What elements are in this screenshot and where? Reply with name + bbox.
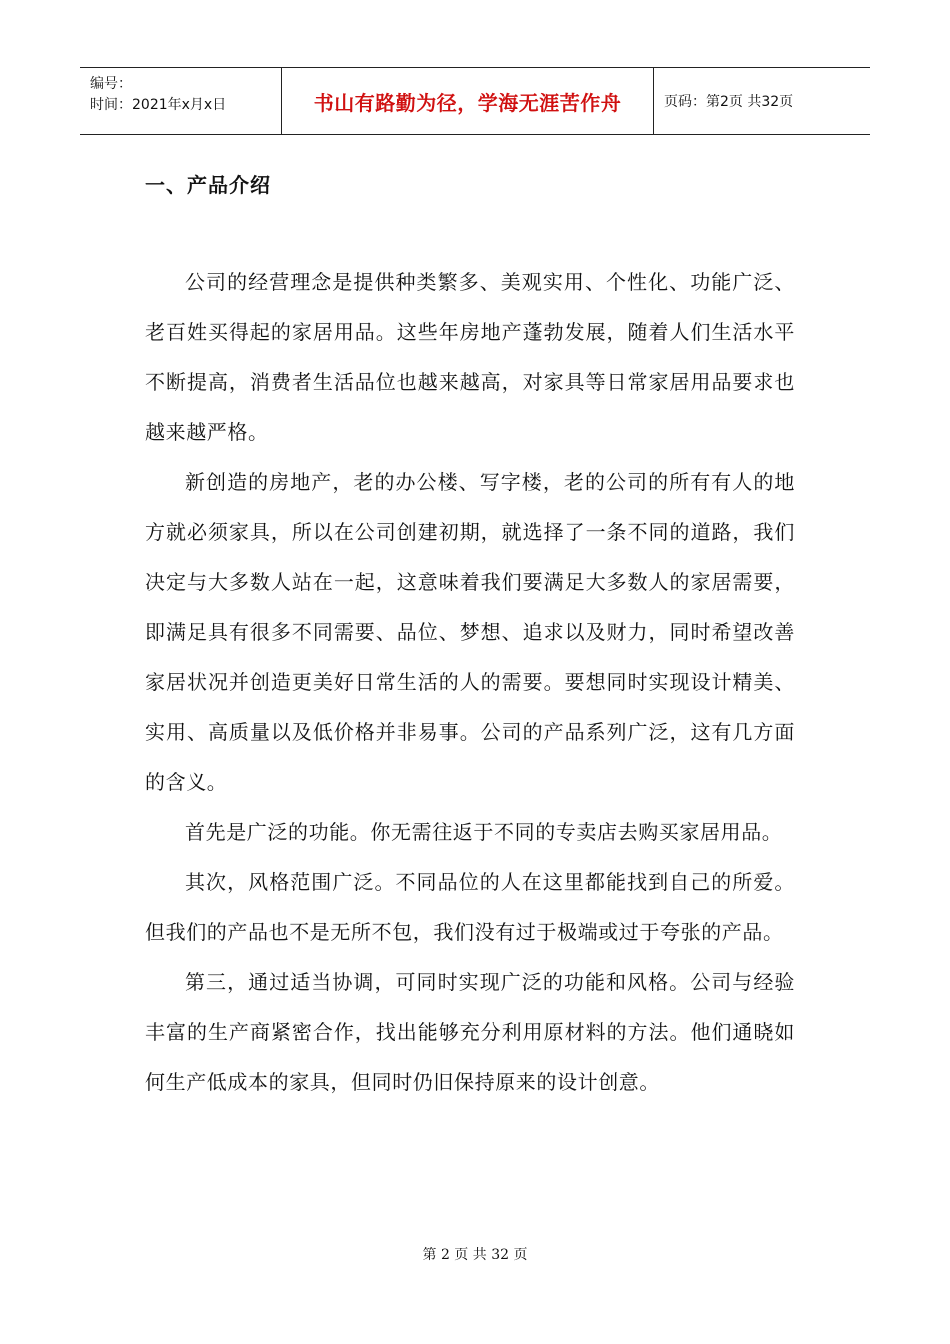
page-header [80,67,870,135]
header-motto: 书山有路勤为径，学海无涯苦作舟 [282,68,654,134]
serial-label: 编号： [90,76,132,92]
paragraph: 新创造的房地产，老的办公楼、写字楼，老的公司的所有有人的地方就必须家具，所以在公司创建初期，就选择了一条不同的道路，我们决定与大多数人站在一起，这意味着我们要满足大多数人的家居需要，即满足具有很多不同需要、品位、梦想、追求以及财力，同时希望改善家居状况并创造更美好日常生活的人的需要。要想同时实现设计精美、实用、高质量以及低价格并非易事。公司的产品系列广泛，这有几方面的含义。 [145,470,795,794]
document-body [145,165,795,1107]
paragraph: 首先是广泛的功能。你无需往返于不同的专卖店去购买家居用品。 [185,820,783,844]
page-footer: 第 2 页 共 32 页 [422,1247,528,1263]
header-page-info: 页码：第2页 共32页 [664,94,794,110]
paragraph: 公司的经营理念是提供种类繁多、美观实用、个性化、功能广泛、老百姓买得起的家居用品。这些年房地产蓬勃发展，随着人们生活水平不断提高，消费者生活品位也越来越高，对家具等日常家居用品要求也越来越严格。 [145,270,795,444]
section-title: 一、产品介绍 [145,173,271,197]
time-label: 时间：2021年x月x日 [90,97,227,113]
header-meta [80,68,282,134]
paragraph: 其次，风格范围广泛。不同品位的人在这里都能找到自己的所爱。但我们的产品也不是无所不包，我们没有过于极端或过于夸张的产品。 [145,870,795,944]
paragraph: 第三，通过适当协调，可同时实现广泛的功能和风格。公司与经验丰富的生产商紧密合作，找出能够充分利用原材料的方法。他们通晓如何生产低成本的家具，但同时仍旧保持原来的设计创意。 [145,970,795,1094]
